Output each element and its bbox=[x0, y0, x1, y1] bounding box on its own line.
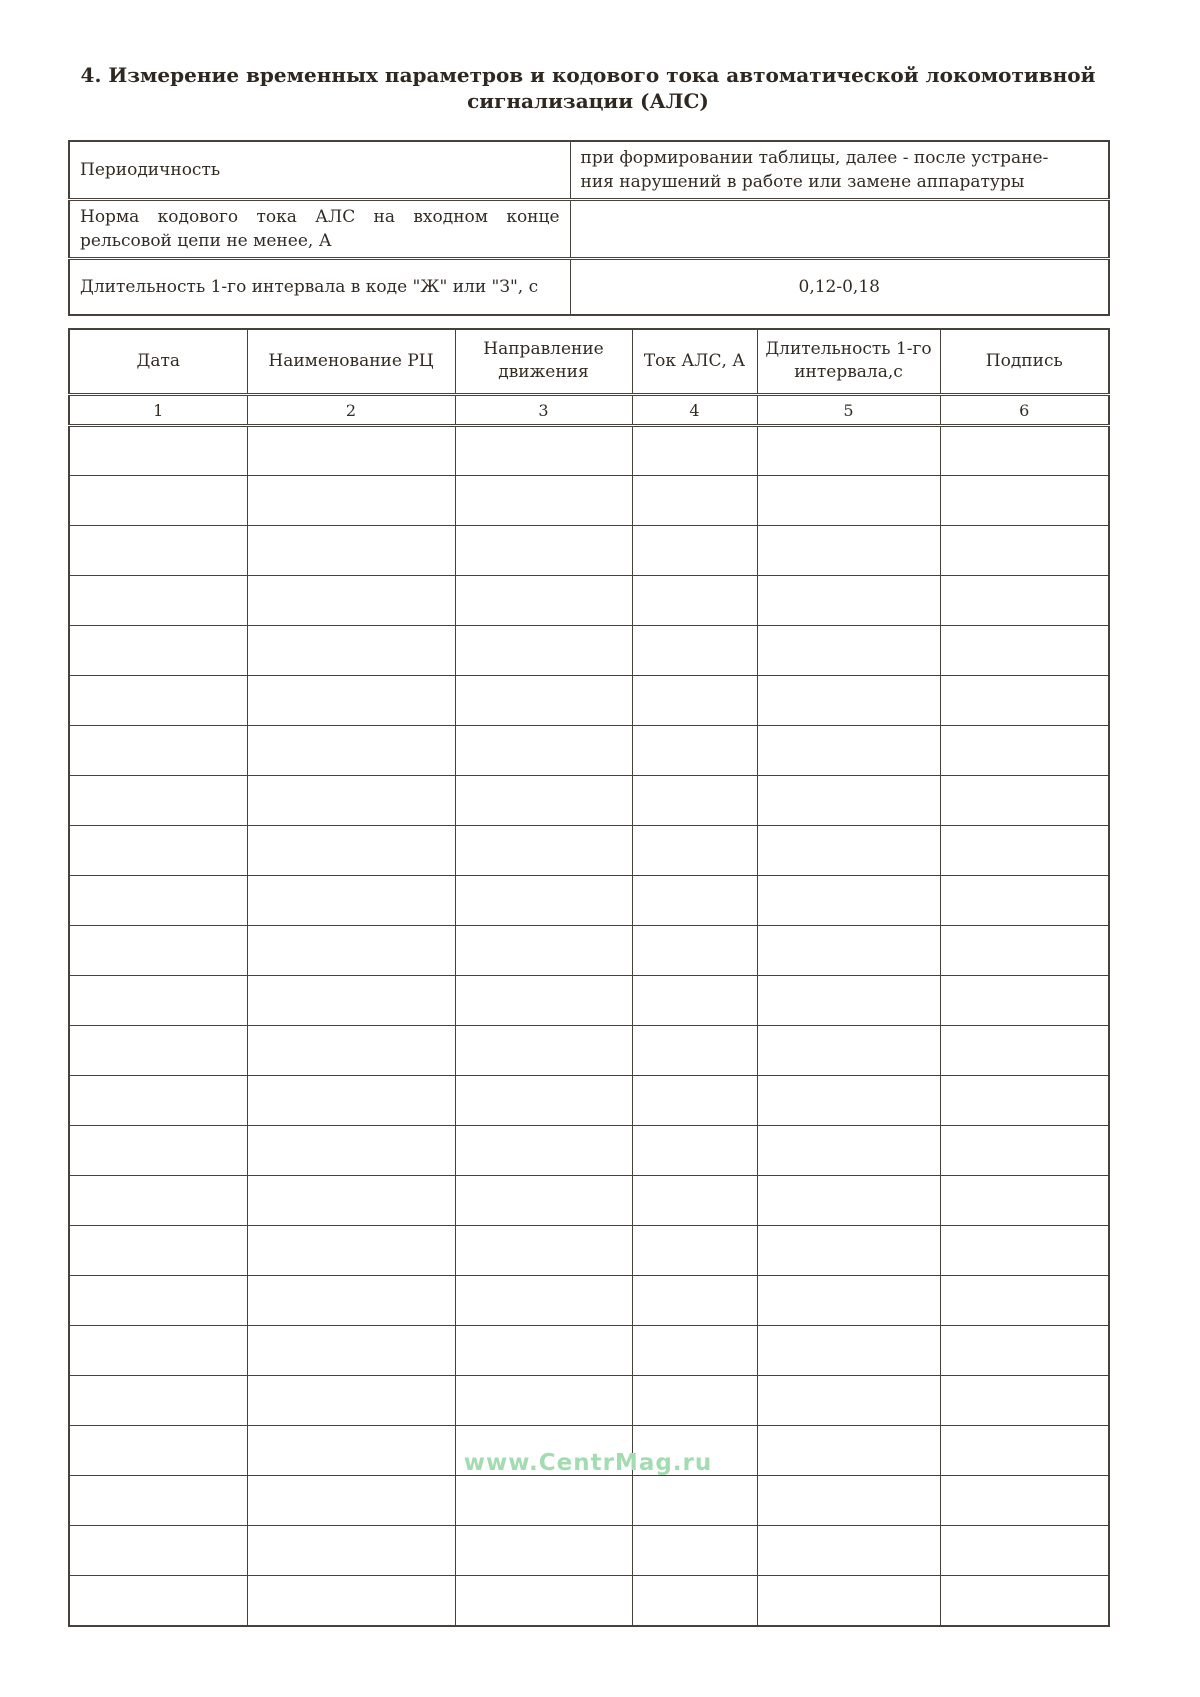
empty-cell bbox=[757, 1476, 940, 1526]
empty-cell bbox=[757, 776, 940, 826]
empty-cell bbox=[632, 1576, 757, 1626]
empty-row bbox=[69, 676, 1109, 726]
column-number: 6 bbox=[940, 395, 1109, 426]
empty-cell bbox=[69, 1426, 247, 1476]
empty-cell bbox=[247, 1226, 455, 1276]
empty-row bbox=[69, 1126, 1109, 1176]
empty-row bbox=[69, 1226, 1109, 1276]
column-header-als-current: Ток АЛС, А bbox=[632, 329, 757, 395]
empty-cell bbox=[940, 1076, 1109, 1126]
empty-cell bbox=[940, 1126, 1109, 1176]
parameters-table bbox=[68, 140, 1110, 316]
empty-row bbox=[69, 776, 1109, 826]
empty-cell bbox=[247, 676, 455, 726]
empty-cell bbox=[632, 476, 757, 526]
column-number: 1 bbox=[69, 395, 247, 426]
empty-row bbox=[69, 726, 1109, 776]
empty-cell bbox=[632, 976, 757, 1026]
empty-cell bbox=[455, 626, 632, 676]
empty-cell bbox=[455, 1526, 632, 1576]
empty-cell bbox=[632, 826, 757, 876]
empty-cell bbox=[940, 776, 1109, 826]
empty-row bbox=[69, 526, 1109, 576]
empty-cell bbox=[940, 1526, 1109, 1576]
empty-cell bbox=[757, 1276, 940, 1326]
watermark: www.CentrMag.ru bbox=[463, 1450, 713, 1476]
empty-cell bbox=[757, 1076, 940, 1126]
empty-row bbox=[69, 1326, 1109, 1376]
empty-cell bbox=[757, 1126, 940, 1176]
empty-cell bbox=[69, 976, 247, 1026]
empty-cell bbox=[757, 1376, 940, 1426]
empty-row bbox=[69, 426, 1109, 476]
empty-cell bbox=[632, 676, 757, 726]
empty-cell bbox=[247, 926, 455, 976]
empty-cell bbox=[632, 1126, 757, 1176]
empty-cell bbox=[69, 1476, 247, 1526]
measurement-table bbox=[68, 328, 1110, 1627]
empty-cell bbox=[455, 1076, 632, 1126]
empty-row bbox=[69, 1176, 1109, 1226]
empty-cell bbox=[632, 576, 757, 626]
empty-row bbox=[69, 826, 1109, 876]
empty-cell bbox=[632, 776, 757, 826]
empty-cell bbox=[455, 576, 632, 626]
empty-cell bbox=[455, 776, 632, 826]
empty-cell bbox=[940, 926, 1109, 976]
empty-cell bbox=[632, 1226, 757, 1276]
empty-cell bbox=[757, 1226, 940, 1276]
document-content bbox=[68, 0, 1108, 1627]
column-header-interval-duration: Длительность 1-го интервала,с bbox=[757, 329, 940, 395]
empty-cell bbox=[757, 426, 940, 476]
empty-cell bbox=[247, 1276, 455, 1326]
empty-cell bbox=[69, 676, 247, 726]
column-header-date: Дата bbox=[69, 329, 247, 395]
empty-cell bbox=[757, 726, 940, 776]
empty-cell bbox=[69, 1376, 247, 1426]
empty-cell bbox=[247, 426, 455, 476]
empty-cell bbox=[455, 1126, 632, 1176]
empty-cell bbox=[757, 826, 940, 876]
empty-cell bbox=[940, 1176, 1109, 1226]
empty-cell bbox=[247, 1026, 455, 1076]
empty-cell bbox=[247, 1476, 455, 1526]
empty-cell bbox=[247, 1526, 455, 1576]
empty-cell bbox=[632, 1326, 757, 1376]
empty-cell bbox=[69, 1176, 247, 1226]
empty-cell bbox=[940, 1426, 1109, 1476]
empty-cell bbox=[69, 1226, 247, 1276]
empty-cell bbox=[69, 726, 247, 776]
empty-cell bbox=[632, 1026, 757, 1076]
empty-cell bbox=[455, 1176, 632, 1226]
empty-cell bbox=[455, 1576, 632, 1626]
empty-cell bbox=[247, 526, 455, 576]
empty-cell bbox=[455, 876, 632, 926]
empty-cell bbox=[455, 526, 632, 576]
empty-cell bbox=[940, 976, 1109, 1026]
empty-cell bbox=[940, 626, 1109, 676]
empty-cell bbox=[69, 626, 247, 676]
empty-cell bbox=[455, 476, 632, 526]
parameter-value bbox=[570, 141, 1109, 200]
empty-row bbox=[69, 626, 1109, 676]
empty-cell bbox=[247, 726, 455, 776]
empty-cell bbox=[455, 676, 632, 726]
empty-cell bbox=[940, 726, 1109, 776]
empty-cell bbox=[757, 526, 940, 576]
empty-cell bbox=[455, 1426, 632, 1476]
parameter-label: Норма кодового тока АЛС на входном конце рельсовой цепи не менее, А bbox=[69, 200, 570, 259]
empty-cell bbox=[69, 826, 247, 876]
empty-cell bbox=[757, 626, 940, 676]
empty-cell bbox=[69, 926, 247, 976]
empty-row bbox=[69, 1426, 1109, 1476]
parameter-label: Периодичность bbox=[69, 141, 570, 200]
header-row bbox=[69, 329, 1109, 395]
empty-cell bbox=[940, 426, 1109, 476]
empty-cell bbox=[69, 1276, 247, 1326]
empty-cell bbox=[632, 926, 757, 976]
measurement-table-body bbox=[69, 426, 1109, 1626]
empty-cell bbox=[69, 1526, 247, 1576]
empty-cell bbox=[247, 826, 455, 876]
empty-cell bbox=[247, 1426, 455, 1476]
empty-cell bbox=[455, 1276, 632, 1326]
empty-cell bbox=[455, 976, 632, 1026]
empty-cell bbox=[69, 1126, 247, 1176]
empty-cell bbox=[632, 876, 757, 926]
column-number: 5 bbox=[757, 395, 940, 426]
empty-cell bbox=[69, 876, 247, 926]
column-header-track-circuit-name: Наименование РЦ bbox=[247, 329, 455, 395]
empty-cell bbox=[632, 1276, 757, 1326]
column-numbers-row bbox=[69, 395, 1109, 426]
empty-cell bbox=[455, 1326, 632, 1376]
empty-cell bbox=[247, 626, 455, 676]
empty-cell bbox=[757, 876, 940, 926]
empty-cell bbox=[757, 576, 940, 626]
empty-cell bbox=[940, 1476, 1109, 1526]
parameters-row-code-current-norm bbox=[69, 200, 1109, 259]
measurement-table-head bbox=[69, 329, 1109, 426]
parameters-row-interval-duration bbox=[69, 259, 1109, 315]
empty-row bbox=[69, 1476, 1109, 1526]
empty-cell bbox=[940, 1026, 1109, 1076]
parameter-value-line1: при формировании таблицы, далее - после устране- bbox=[580, 148, 1049, 168]
empty-cell bbox=[632, 1526, 757, 1576]
empty-cell bbox=[940, 676, 1109, 726]
empty-cell bbox=[940, 1226, 1109, 1276]
empty-cell bbox=[940, 826, 1109, 876]
empty-cell bbox=[247, 476, 455, 526]
empty-cell bbox=[757, 1426, 940, 1476]
page-title bbox=[68, 62, 1108, 114]
empty-row bbox=[69, 576, 1109, 626]
empty-cell bbox=[247, 1376, 455, 1426]
empty-cell bbox=[247, 876, 455, 926]
empty-cell bbox=[757, 676, 940, 726]
empty-cell bbox=[455, 1376, 632, 1426]
empty-cell bbox=[757, 1176, 940, 1226]
empty-cell bbox=[757, 1576, 940, 1626]
empty-cell bbox=[247, 976, 455, 1026]
empty-cell bbox=[940, 526, 1109, 576]
empty-cell bbox=[757, 1526, 940, 1576]
empty-cell bbox=[757, 476, 940, 526]
empty-cell bbox=[247, 1126, 455, 1176]
empty-cell bbox=[455, 726, 632, 776]
empty-cell bbox=[940, 1576, 1109, 1626]
empty-cell bbox=[69, 526, 247, 576]
empty-cell bbox=[632, 426, 757, 476]
empty-cell bbox=[247, 1326, 455, 1376]
empty-cell bbox=[757, 976, 940, 1026]
parameter-value: 0,12-0,18 bbox=[570, 259, 1109, 315]
empty-cell bbox=[632, 1426, 757, 1476]
empty-cell bbox=[632, 1376, 757, 1426]
empty-row bbox=[69, 1376, 1109, 1426]
empty-row bbox=[69, 876, 1109, 926]
parameter-label: Длительность 1-го интервала в коде "Ж" или "З", с bbox=[69, 259, 570, 315]
empty-cell bbox=[455, 1026, 632, 1076]
empty-cell bbox=[455, 426, 632, 476]
empty-cell bbox=[632, 1076, 757, 1126]
empty-row bbox=[69, 476, 1109, 526]
empty-row bbox=[69, 1576, 1109, 1626]
column-number: 3 bbox=[455, 395, 632, 426]
parameter-value-line2: ния нарушений в работе или замене аппаратуры bbox=[580, 172, 1025, 192]
empty-cell bbox=[632, 726, 757, 776]
empty-cell bbox=[632, 1176, 757, 1226]
empty-cell bbox=[632, 526, 757, 576]
empty-cell bbox=[69, 476, 247, 526]
empty-cell bbox=[757, 1326, 940, 1376]
column-number: 4 bbox=[632, 395, 757, 426]
empty-cell bbox=[455, 826, 632, 876]
empty-cell bbox=[757, 926, 940, 976]
empty-cell bbox=[757, 1026, 940, 1076]
column-number: 2 bbox=[247, 395, 455, 426]
empty-cell bbox=[632, 1476, 757, 1526]
parameter-value-empty bbox=[570, 200, 1109, 259]
parameters-row-periodicity bbox=[69, 141, 1109, 200]
empty-cell bbox=[940, 476, 1109, 526]
page-title-line1: 4. Измерение временных параметров и кодового тока автоматической локомотивной bbox=[80, 63, 1096, 87]
empty-row bbox=[69, 1026, 1109, 1076]
empty-cell bbox=[632, 626, 757, 676]
empty-cell bbox=[940, 1276, 1109, 1326]
empty-row bbox=[69, 1526, 1109, 1576]
empty-cell bbox=[247, 1076, 455, 1126]
empty-cell bbox=[247, 776, 455, 826]
empty-cell bbox=[69, 576, 247, 626]
empty-cell bbox=[69, 426, 247, 476]
empty-cell bbox=[247, 1176, 455, 1226]
empty-row bbox=[69, 1076, 1109, 1126]
column-header-movement-direction: Направление движения bbox=[455, 329, 632, 395]
empty-cell bbox=[69, 1576, 247, 1626]
empty-cell bbox=[940, 1376, 1109, 1426]
empty-cell bbox=[455, 926, 632, 976]
empty-cell bbox=[69, 1026, 247, 1076]
empty-cell bbox=[455, 1476, 632, 1526]
page-title-line2: сигнализации (АЛС) bbox=[467, 89, 709, 113]
empty-cell bbox=[940, 576, 1109, 626]
empty-row bbox=[69, 1276, 1109, 1326]
empty-cell bbox=[455, 1226, 632, 1276]
empty-cell bbox=[940, 876, 1109, 926]
empty-cell bbox=[940, 1326, 1109, 1376]
empty-cell bbox=[69, 776, 247, 826]
empty-cell bbox=[247, 576, 455, 626]
empty-cell bbox=[247, 1576, 455, 1626]
empty-row bbox=[69, 976, 1109, 1026]
empty-cell bbox=[69, 1326, 247, 1376]
column-header-signature: Подпись bbox=[940, 329, 1109, 395]
empty-row bbox=[69, 926, 1109, 976]
empty-cell bbox=[69, 1076, 247, 1126]
